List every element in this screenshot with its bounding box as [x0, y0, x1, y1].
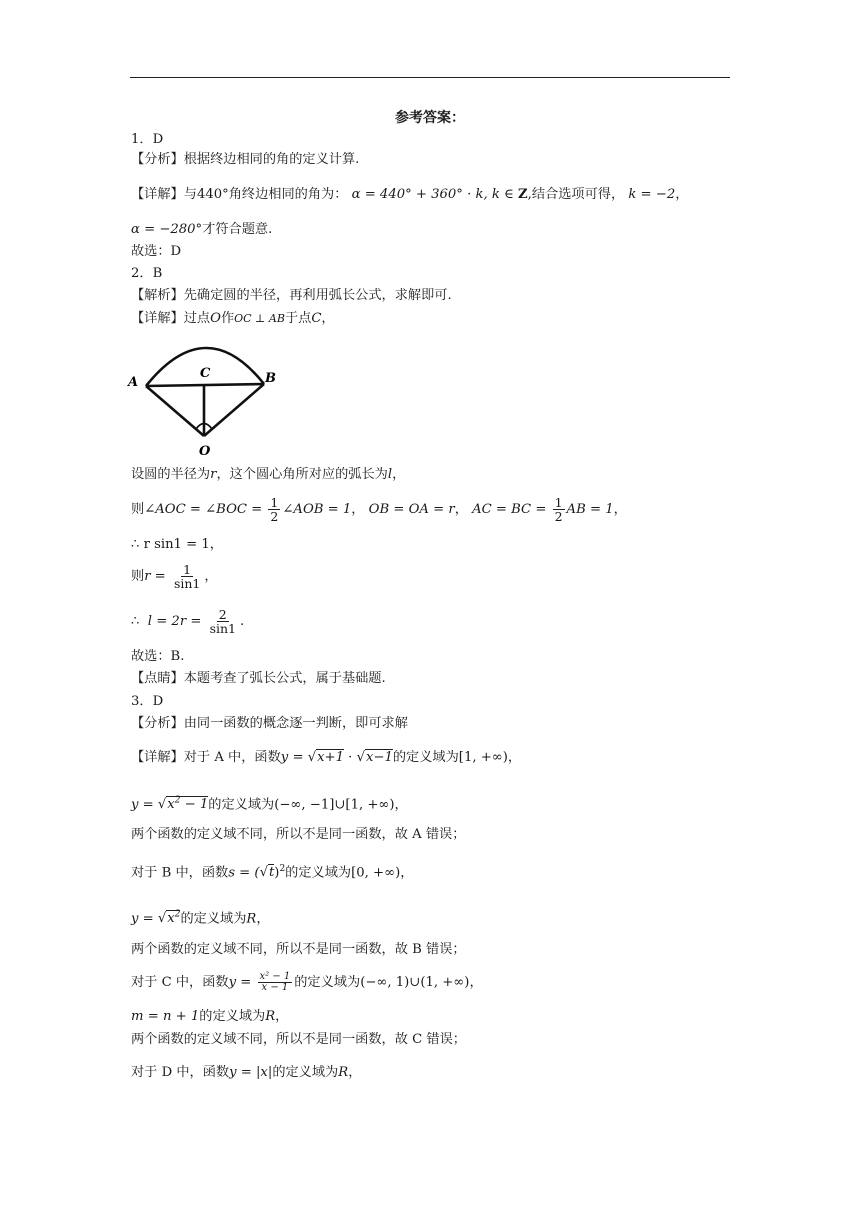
- q1-detail: [131, 186, 688, 204]
- q3-a2-mid: 的定义域为: [208, 797, 275, 813]
- header-rule: [130, 77, 730, 78]
- q2-ab-eq: AB = 1: [566, 502, 614, 517]
- q2-line4-end: ，: [204, 569, 218, 584]
- q3-c2-m: m = n + 1: [131, 1009, 200, 1024]
- q3-b1-close: ): [274, 865, 280, 881]
- q3-b2-exp: 2: [174, 910, 181, 920]
- q2-point-c: C: [311, 311, 322, 326]
- q3-a1-mid: 的定义域为: [392, 750, 459, 765]
- q3-a1-pre: 【详解】对于 A 中，函数: [131, 750, 281, 765]
- q2-sep3: ，: [613, 502, 627, 517]
- q2-detail-mid: 作: [220, 311, 235, 326]
- q2-ac-bc: AC = BC =: [472, 502, 551, 517]
- q3-b1-end: ，: [400, 865, 414, 881]
- q3-b2-mid: 的定义域为: [180, 911, 247, 927]
- l-fraction: [208, 608, 238, 635]
- q2-line2: [131, 493, 627, 527]
- q2-point-o: O: [210, 311, 221, 326]
- q1-angle: 440°: [196, 187, 229, 202]
- q1-integer-set: Z: [517, 187, 528, 202]
- q3-d1-y: y = |x|: [229, 1065, 273, 1080]
- q2-line1-mid: ，这个圆心角所对应的弧长为: [216, 467, 388, 482]
- q1-detail-post: ,结合选项可得，: [527, 187, 625, 202]
- q1-detail2-text: 才符合题意.: [202, 222, 273, 237]
- q1-k-value: k = −2: [628, 187, 676, 202]
- q3-c1-mid: 的定义域为: [294, 975, 361, 990]
- half-fraction: [268, 496, 280, 523]
- q2-detail-pre: 【详解】过点: [131, 311, 211, 326]
- q1-detail-2: [131, 221, 272, 239]
- q3-c2-mid: 的定义域为: [199, 1009, 266, 1024]
- q3-a1: [131, 749, 521, 767]
- q3-c1-fraction: [258, 972, 293, 994]
- radius-ob: [204, 384, 264, 436]
- page-title: 参考答案：: [395, 110, 465, 126]
- label-c: C: [200, 366, 211, 381]
- half-den: 2: [270, 509, 279, 524]
- q2-line4-pre: 则: [131, 569, 145, 584]
- q2-sep1: ，: [351, 502, 365, 517]
- sqrt-sign-4: [260, 865, 268, 880]
- q2-therefore: ∴: [131, 614, 140, 629]
- l-num: 2: [218, 606, 227, 622]
- q3-b1: [131, 860, 413, 882]
- q2-comment: 【点睛】本题考查了弧长公式，属于基础题.: [131, 671, 386, 686]
- q3-a1-dot: ·: [343, 750, 357, 765]
- q3-b1-mid: 的定义域为: [285, 865, 352, 881]
- q3-c3: 两个函数的定义域不同，所以不是同一函数，故 C 错误；: [131, 1032, 466, 1047]
- q3-c1-y: y =: [228, 975, 256, 990]
- q3-c2-end: ，: [275, 1009, 289, 1024]
- q2-line2-pre: 则: [131, 502, 145, 517]
- r-den: sin1: [173, 576, 201, 591]
- q3-b1-rad: t: [268, 865, 275, 881]
- q2-detail: [131, 310, 335, 328]
- q3-b2-real: R: [246, 911, 257, 927]
- q3-number: 3．D: [131, 694, 164, 709]
- q2-line1: [131, 466, 405, 484]
- q3-a1-y: y =: [280, 750, 308, 765]
- q2-detail-end: ，: [321, 311, 335, 326]
- q2-detail-mid2: 于点: [284, 311, 312, 326]
- q3-a1-rad2: x−1: [365, 750, 393, 765]
- half-num-2: 1: [554, 494, 563, 510]
- q3-a2: [131, 792, 408, 814]
- q3-a1-end: ，: [507, 750, 522, 765]
- q1-answer: 故选：D: [131, 244, 182, 259]
- r-num: 1: [183, 561, 192, 577]
- q3-c1-domain: (−∞, 1)∪(1, +∞): [360, 975, 470, 990]
- q2-line1-end: ，: [392, 467, 406, 482]
- half-den-2: 2: [554, 509, 563, 524]
- q3-a2-end: ，: [394, 797, 408, 813]
- q2-angle-eq: ∠AOC = ∠BOC =: [144, 502, 267, 517]
- q3-c1-pre: 对于 C 中，函数: [131, 975, 229, 990]
- half-fraction-2: [553, 496, 565, 523]
- q3-b2-end: ，: [256, 911, 270, 927]
- q3-b2: [131, 906, 270, 928]
- q3-a2-minus1: − 1: [180, 797, 209, 813]
- q2-r-eq: r =: [144, 569, 170, 584]
- q2-answer: 故选：B.: [131, 649, 185, 664]
- q3-b3: 两个函数的定义域不同，所以不是同一函数，故 B 错误；: [131, 942, 466, 957]
- q2-angle-aob: ∠AOB = 1: [282, 502, 352, 517]
- q3-d1-real: R: [338, 1065, 349, 1080]
- r-fraction: [172, 563, 202, 590]
- q1-alpha-value: α = −280°: [131, 222, 203, 237]
- q2-line5-end: .: [239, 614, 245, 629]
- q2-l-eq: l = 2r =: [147, 614, 206, 629]
- sector-diagram: [126, 336, 286, 460]
- q2-line3: ∴ r sin1 = 1，: [131, 537, 223, 552]
- q2-line1-pre: 设圆的半径为: [131, 467, 211, 482]
- q3-a2-y: y =: [131, 797, 158, 813]
- q3-b1-exp: 2: [279, 864, 286, 874]
- q1-number: 1．D: [131, 132, 164, 147]
- q3-analysis: 【分析】由同一函数的概念逐一判断，即可求解: [131, 716, 408, 731]
- q3-b2-y: y =: [131, 911, 158, 927]
- q3-c2-real: R: [265, 1009, 276, 1024]
- q1-formula: α = 440° + 360° · k, k ∈: [351, 187, 518, 202]
- q1-comma: ，: [675, 187, 689, 202]
- q3-c1-den: x − 1: [261, 982, 289, 993]
- q3-b2-x: x: [167, 911, 175, 927]
- q2-line5: [131, 605, 244, 639]
- sqrt-sign-2: [357, 750, 365, 765]
- sqrt-sign: [308, 750, 316, 765]
- q3-b2-rad: [166, 910, 180, 926]
- label-a: A: [128, 375, 139, 390]
- q2-analysis: 【解析】先确定圆的半径，再利用弧长公式，求解即可.: [131, 288, 452, 303]
- sector-figure: [126, 336, 286, 464]
- q2-line4: [131, 560, 218, 594]
- q3-a2-domain: (−∞, −1]∪[1, +∞): [274, 797, 395, 813]
- q3-b1-s: s = (: [228, 865, 260, 881]
- radius-oa: [146, 386, 204, 436]
- q3-d1-end: ，: [348, 1065, 362, 1080]
- q3-d1-mid: 的定义域为: [272, 1065, 339, 1080]
- q1-detail-pre: 【详解】与: [131, 187, 197, 202]
- q3-a3: 两个函数的定义域不同，所以不是同一函数，故 A 错误；: [131, 827, 466, 842]
- label-b: B: [265, 371, 276, 386]
- half-num: 1: [270, 494, 279, 510]
- q3-b1-pre: 对于 B 中，函数: [131, 865, 229, 881]
- q3-c1: [131, 966, 483, 1000]
- q3-a2-x: x: [167, 797, 175, 813]
- q2-sep2: ，: [454, 502, 468, 517]
- label-o: O: [199, 444, 211, 459]
- q1-detail-mid: 角终边相同的角为：: [228, 187, 348, 202]
- q2-arc-l: l: [387, 467, 393, 482]
- l-den: sin1: [209, 621, 236, 636]
- q1-analysis: 【分析】根据终边相同的角的定义计算.: [131, 152, 360, 167]
- q3-a1-rad1: x+1: [317, 750, 344, 765]
- q3-b1-domain: [0, +∞): [351, 865, 401, 881]
- q3-c1-end: ，: [469, 975, 483, 990]
- q2-number: 2．B: [131, 266, 163, 281]
- q3-d1-pre: 对于 D 中，函数: [131, 1065, 230, 1080]
- q3-a2-rad: [166, 796, 208, 812]
- q3-c1-num: x² − 1: [259, 970, 291, 982]
- q3-a1-domain: [1, +∞): [458, 750, 508, 765]
- q2-perpendicular: OC ⊥ AB: [234, 312, 285, 325]
- q3-a2-exp: 2: [174, 796, 181, 806]
- q3-d1: [131, 1064, 361, 1082]
- q2-ob-oa: OB = OA = r: [368, 502, 455, 517]
- q3-c2: [131, 1008, 288, 1026]
- q2-radius-r: r: [210, 467, 217, 482]
